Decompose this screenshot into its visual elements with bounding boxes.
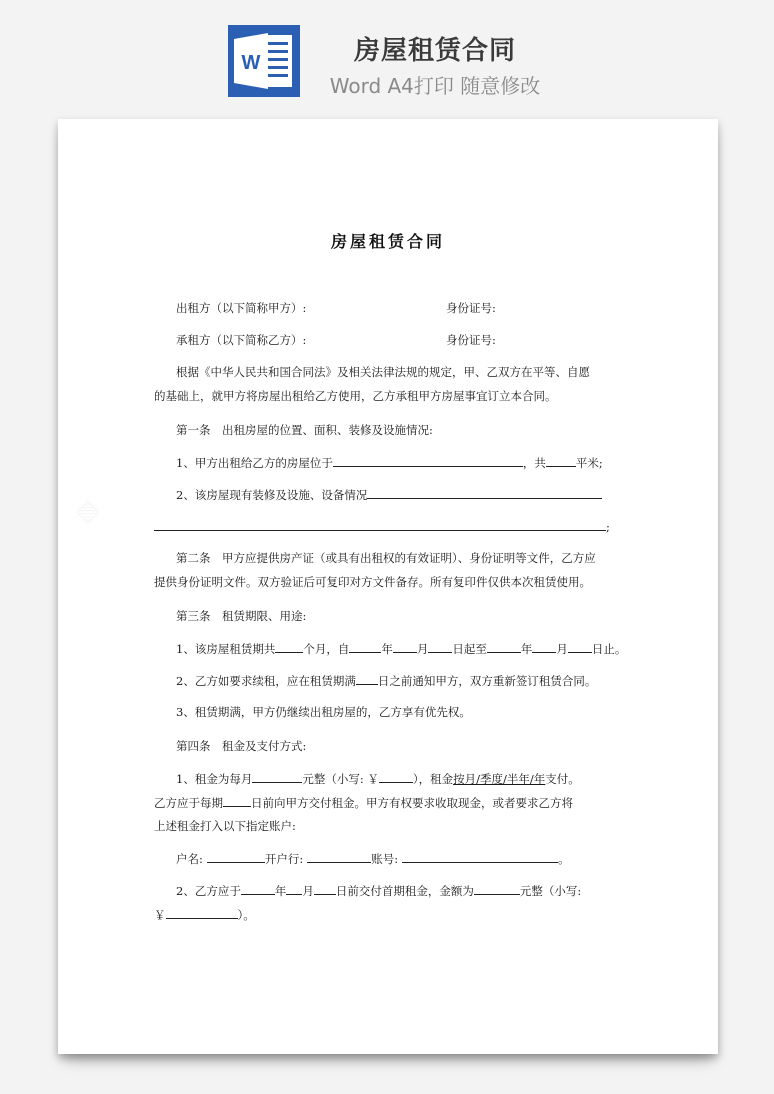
article-2-line-2: 提供身份证明文件。双方验证后可复印对方文件备存。所有复印件仅供本次租赁使用。 <box>154 575 591 589</box>
article-3-item-2: 2、乙方如要求续租，应在租赁期满 日之前通知甲方，双方重新签订租赁合同。 <box>176 674 597 688</box>
word-icon <box>228 25 300 97</box>
intro-line-2: 的基础上，就甲方将房屋出租给乙方使用，乙方承租甲方房屋事宜订立本合同。 <box>154 389 557 403</box>
article-3-item-3: 3、租赁期满，甲方仍继续出租房屋的，乙方享有优先权。 <box>176 705 471 719</box>
article-1-item-2-continued: ; <box>154 518 610 535</box>
article-4-item-1-line-3: 上述租金打入以下指定账户: <box>154 819 296 833</box>
page-header <box>0 0 774 110</box>
article-4-item-2: 2、乙方应于 年 月 日前交付首期租金，金额为 元整（小写: <box>176 884 582 898</box>
intro-line-1: 根据《中华人民共和国合同法》及相关法律法规的规定，甲、乙双方在平等、自愿 <box>176 365 590 379</box>
lessee-id-label: 身份证号: <box>446 333 496 347</box>
svg-text:W: W <box>241 52 261 74</box>
article-1-item-1: 1、甲方出租给乙方的房屋位于 ，共 平米; <box>176 456 603 470</box>
article-3-item-1: 1、该房屋租赁期共 个月，自 年 月 日起至 年 月 日止。 <box>176 642 627 656</box>
article-1-item-2: 2、该房屋现有装修及设施、设备情况 <box>176 486 602 503</box>
document-page <box>58 119 718 1054</box>
lessor-id-label: 身份证号: <box>446 301 496 315</box>
page-subtitle: Word A4打印 随意修改 <box>329 74 541 98</box>
article-4-title: 第四条 租金及支付方式: <box>176 739 307 753</box>
article-2-line-1: 第二条 甲方应提供房产证（或具有出租权的有效证明）、身份证明等文件，乙方应 <box>176 551 596 565</box>
article-4-item-1-line-2: 乙方应于每期 日前向甲方交付租金。甲方有权要求收取现金，或者要求乙方将 <box>154 796 573 810</box>
account-info-line: 户名: 开户行: 账号: 。 <box>176 852 570 866</box>
article-4-item-1: 1、租金为每月 元整（小写: ￥ ），租金按月/季度/半年/年支付。 <box>176 772 580 786</box>
lessee-label: 承租方（以下简称乙方）: <box>176 333 307 347</box>
watermark <box>72 495 104 527</box>
document-title: 房屋租赁合同 <box>330 232 445 251</box>
article-4-item-2-line-2: ￥ ）。 <box>154 908 255 922</box>
article-1-title: 第一条 出租房屋的位置、面积、装修及设施情况: <box>176 423 433 437</box>
page-title: 房屋租赁合同 <box>353 36 516 66</box>
lessor-label: 出租方（以下简称甲方）: <box>176 301 307 315</box>
article-3-title: 第三条 租赁期限、用途: <box>176 609 307 623</box>
